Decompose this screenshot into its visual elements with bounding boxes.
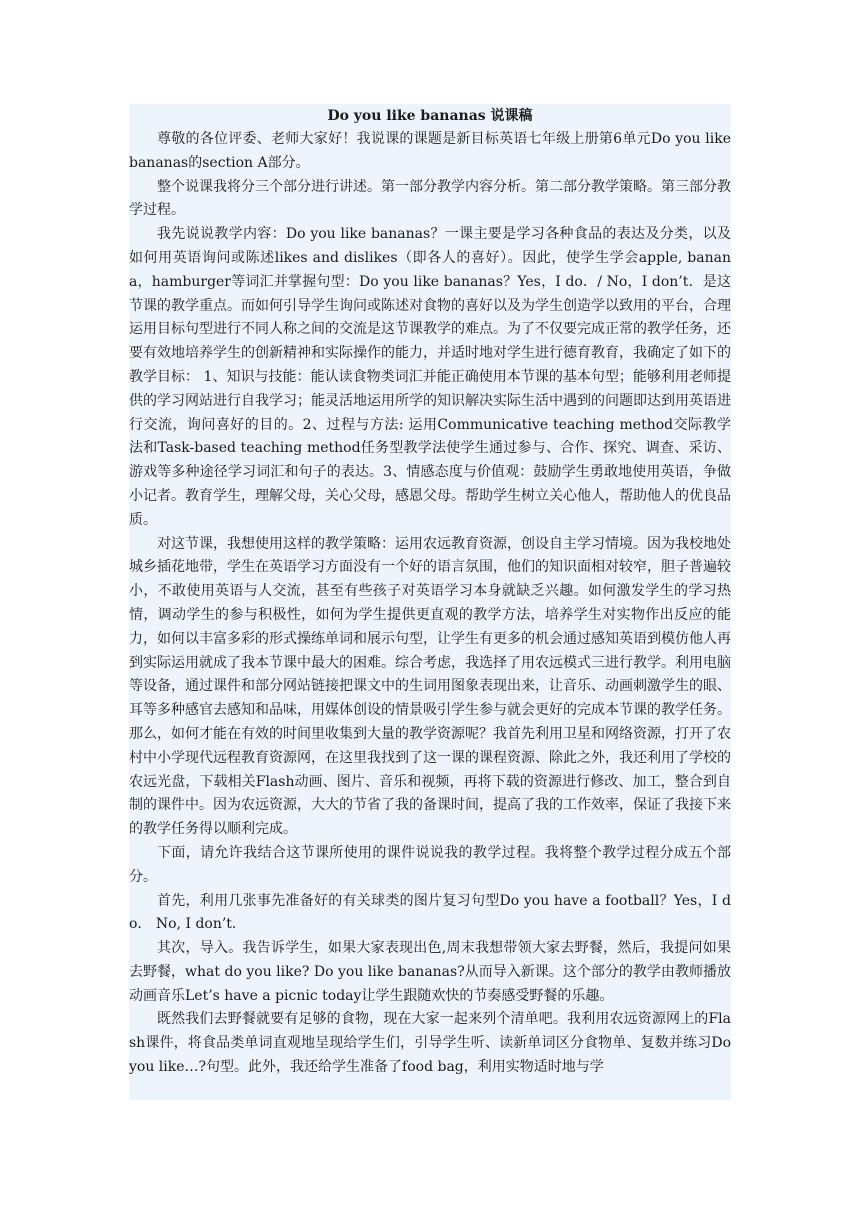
paragraph-review: 首先，利用几张事先准备好的有关球类的图片复习句型Do you have a football？Yes，I do． No, I don’t. — [129, 892, 731, 933]
paragraph-greeting: 尊敬的各位评委、老师大家好！我说课的课题是新目标英语七年级上册第6单元Do you like bananas的section A部分。 — [129, 131, 731, 171]
paragraph-outline: 整个说课我将分三个部分进行讲述。第一部分教学内容分析。第二部分教学策略。第三部分教学过程。 — [129, 178, 731, 219]
paragraph-process-intro: 下面，请允许我结合这节课所使用的课件说说我的教学过程。我将整个教学过程分成五个部分。 — [129, 844, 731, 885]
document-page — [129, 104, 731, 1100]
document-title: Do you like bananas 说课稿 — [327, 108, 533, 124]
paragraph-new-words: 既然我们去野餐就要有足够的食物，现在大家一起来列个清单吧。我利用农远资源网上的Flash课件，将食品类单词直观地呈现给学生们，引导学生听、读新单词区分食物单、复数并练习Do you like…?句型。此外，我还给学生准备了food bag，利用实物适时地与学 — [129, 1011, 731, 1076]
paragraph-teaching-strategy: 对这节课，我想使用这样的教学策略：运用农远教育资源，创设自主学习情境。因为我校地处城乡插花地带，学生在英语学习方面没有一个好的语言氛围，他们的知识面相对较窄，胆子普遍较小，不敢使用英语与人交流，甚至有些孩子对英语学习本身就缺乏兴趣。如何激发学生的学习热情，调动学生的参与积极性，如何为学生提供更直观的教学方法，培养学生对实物作出反应的能力，如何以丰富多彩的形式操练单词和展示句型，让学生有更多的机会通过感知英语到模仿他人再到实际运用就成了我本节课中最大的困难。综合考虑，我选择了用农远模式三进行教学。利用电脑等设备，通过课件和部分网站链接把课文中的生词用图象表现出来，让音乐、动画刺激学生的眼、耳等多种感官去感知和品味，用媒体创设的情景吸引学生参与就会更好的完成本节课的教学任务。那么，如何才能在有效的时间里收集到大量的教学资源呢？我首先利用卫星和网络资源，打开了农村中小学现代远程教育资源网，在这里我找到了这一课的课程资源、除此之外，我还利用了学校的农远光盘，下载相关Flash动画、图片、音乐和视频，再将下载的资源进行修改、加工，整合到自制的课件中。因为农远资源，大大的节省了我的备课时间，提高了我的工作效率，保证了我接下来的教学任务得以顺利完成。 — [129, 535, 731, 838]
paragraph-lead-in: 其次，导入。我告诉学生，如果大家表现出色,周末我想带领大家去野餐，然后，我提问如果去野餐，what do you like? Do you like bananas?从而导入新课。这个部分的教学由教师播放动画音乐Let’s have a picnic today让学生跟随欢快的节奏感受野餐的乐趣。 — [129, 940, 731, 1004]
paragraph-teaching-content: 我先说说教学内容：Do you like bananas？一课主要是学习各种食品的表达及分类，以及如何用英语询问或陈述likes and dislikes（即各人的喜好）。因此，使学生学会apple, banana，hamburger等词汇并掌握句型：Do you like bananas？Yes，I do．/ No，I don’t．是这节课的教学重点。而如何引导学生询问或陈述对食物的喜好以及为学生创造学以致用的平台，合理运用目标句型进行不同人称之间的交流是这节课教学的难点。为了不仅要完成正常的教学任务，还要有效地培养学生的创新精神和实际操作的能力，并适时地对学生进行德育教育，我确定了如下的教学目标： 1、知识与技能：能认读食物类词汇并能正确使用本节课的基本句型；能够利用老师提供的学习网站进行自我学习；能灵活地运用所学的知识解决实际生活中遇到的问题即达到用英语进行交流，询问喜好的目的。2、过程与方法: 运用Communicative teaching method交际教学法和Task-based teaching method任务型教学法使学生通过参与、合作、探究、调查、采访、游戏等多种途径学习词汇和句子的表达。3、情感态度与价值观：鼓励学生勇敢地使用英语，争做小记者。教育学生，理解父母，关心父母，感恩父母。帮助学生树立关心他人，帮助他人的优良品质。 — [129, 226, 731, 528]
